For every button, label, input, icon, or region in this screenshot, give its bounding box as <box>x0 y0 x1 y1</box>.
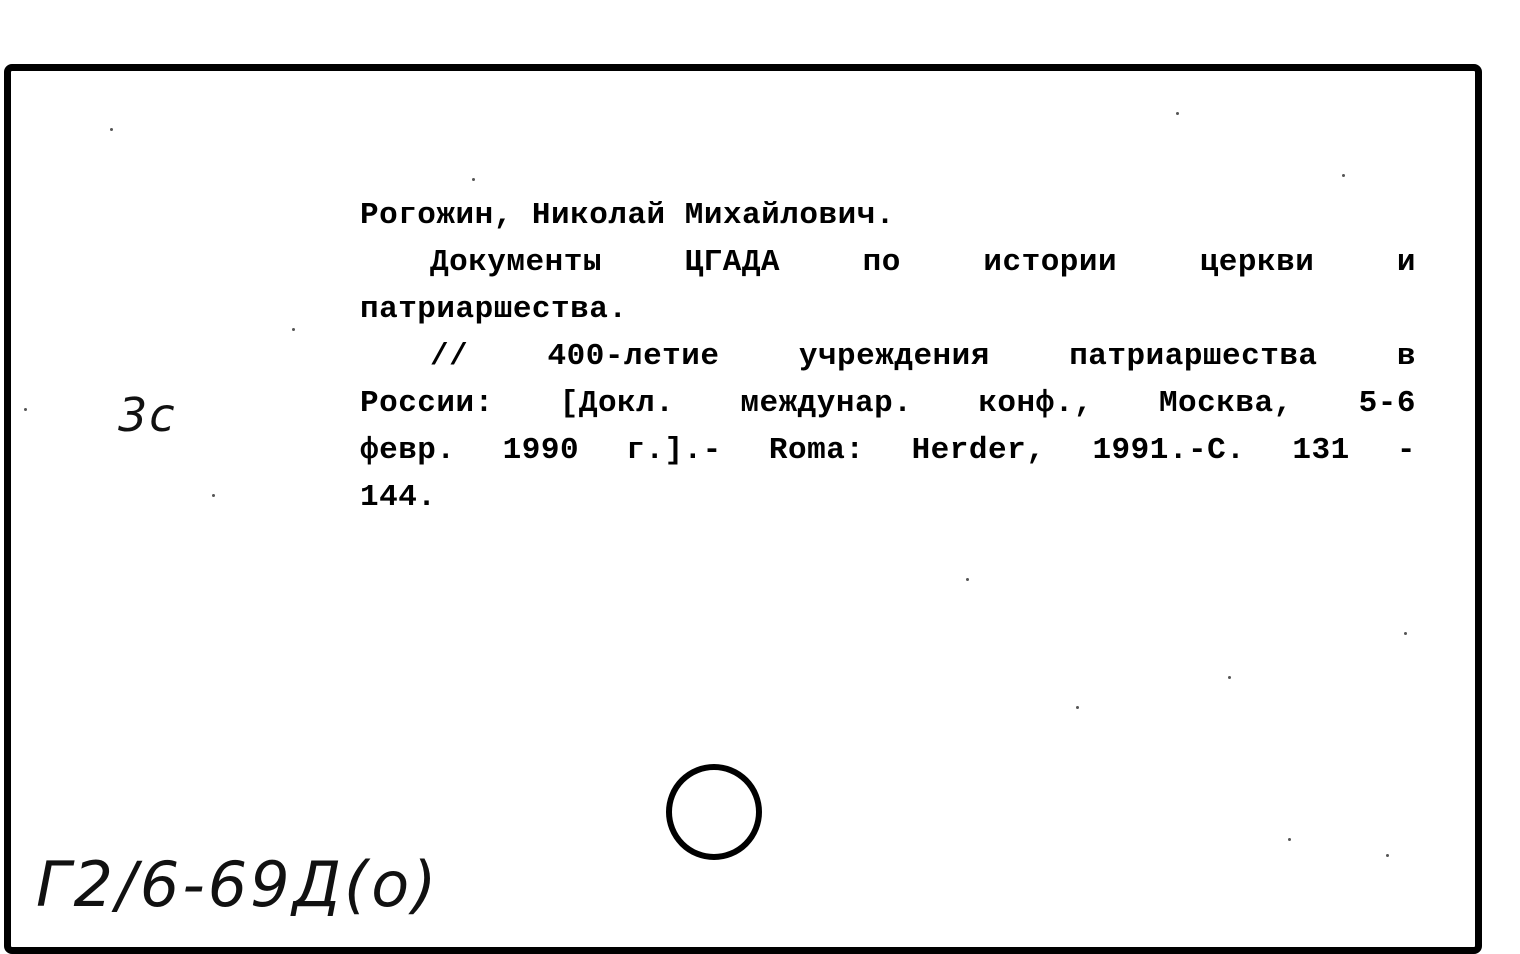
speck <box>472 178 475 181</box>
handwritten-shelf-mark: 3с <box>118 388 177 442</box>
author-line: Рогожин, Николай Михайлович. <box>360 198 895 233</box>
speck <box>110 128 113 131</box>
speck <box>1228 676 1231 679</box>
punch-hole <box>666 764 762 860</box>
source-line-2: России: [Докл. междунар. конф., Москва, 5-6 <box>360 386 1416 421</box>
speck <box>966 578 969 581</box>
bibliographic-entry <box>360 192 1416 521</box>
source-line-1: // 400-летие учреждения патриаршества в <box>430 339 1416 374</box>
speck <box>292 328 295 331</box>
source-line-3: февр. 1990 г.].- Roma: Herder, 1991.-С. 131 - <box>360 433 1416 468</box>
source-line-4: 144. <box>360 480 437 515</box>
speck <box>1342 174 1345 177</box>
title-line-2: патриаршества. <box>360 292 628 327</box>
speck <box>24 408 27 411</box>
speck <box>1076 706 1079 709</box>
speck <box>1288 838 1291 841</box>
handwritten-call-number: Г2/6-69Д(о) <box>36 848 440 921</box>
title-line-1: Документы ЦГАДА по истории церкви и <box>430 245 1416 280</box>
speck <box>1404 632 1407 635</box>
speck <box>1176 112 1179 115</box>
speck <box>1386 854 1389 857</box>
speck <box>212 494 215 497</box>
